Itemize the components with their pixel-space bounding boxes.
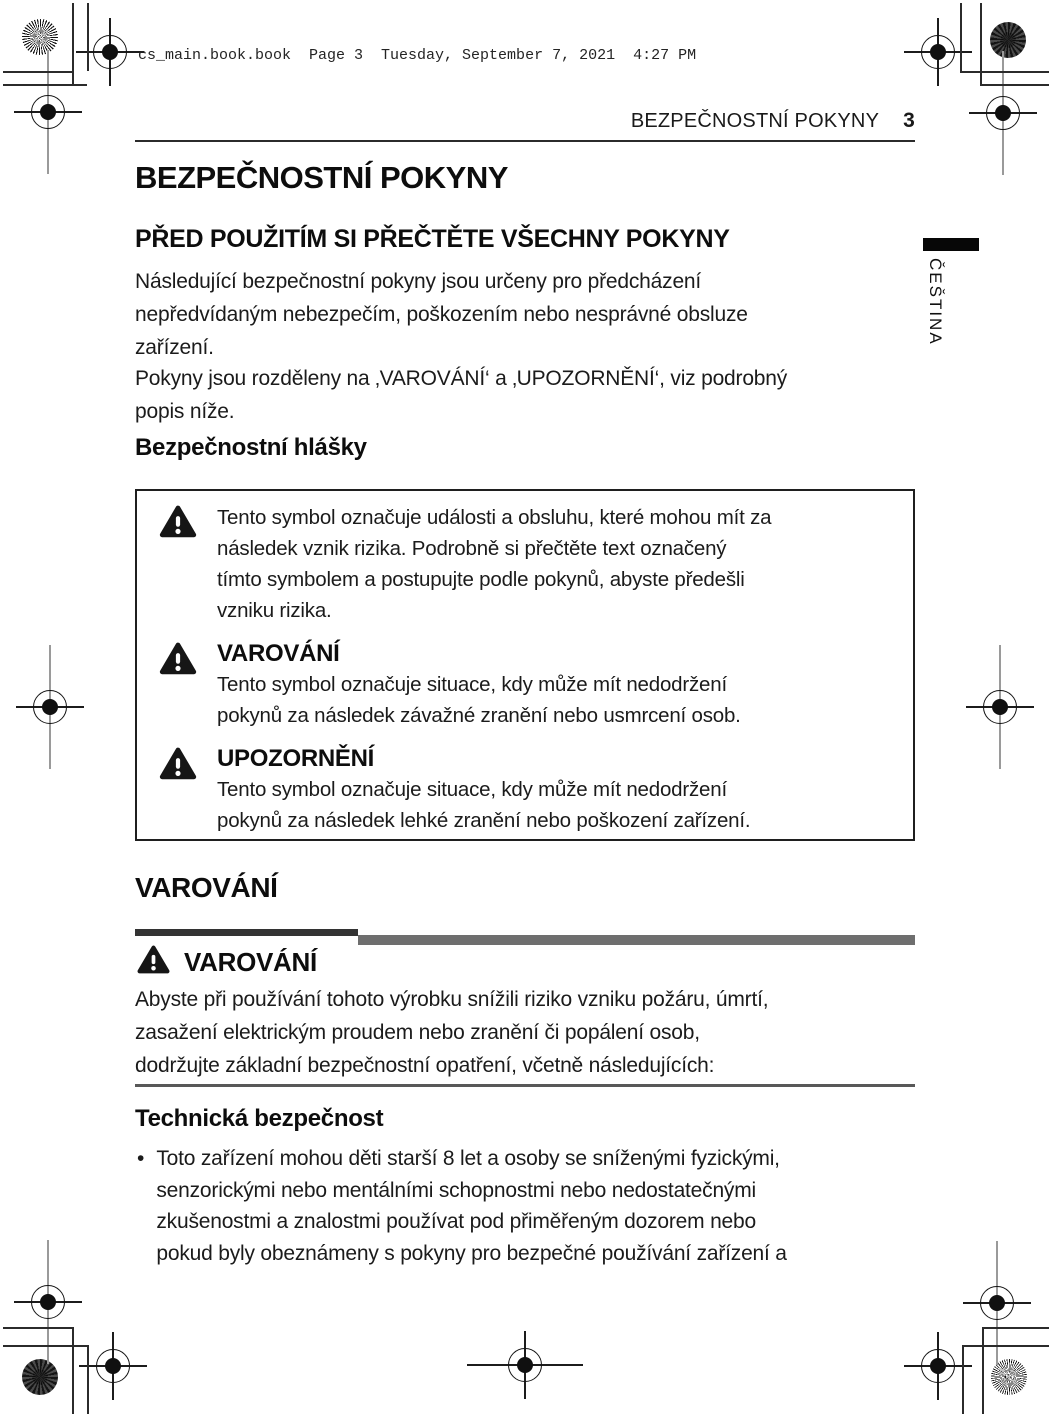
crop-mark-line — [960, 3, 962, 71]
crop-mark-line — [3, 1327, 72, 1329]
text-line: zkušenostmi a znalostmi používat pod přiměřeným dozorem nebo — [156, 1210, 756, 1233]
warning-triangle-icon — [159, 642, 197, 681]
section-title-read-all: PŘED POUŽITÍM SI PŘEČTĚTE VŠECHNY POKYNY — [135, 225, 730, 253]
crop-mark-line — [982, 1327, 1049, 1329]
text-line: popis níže. — [135, 400, 235, 423]
text-line: Tento symbol označuje situace, kdy může mít nedodržení — [217, 673, 727, 696]
warning-triangle-icon — [159, 747, 197, 786]
paragraph — [135, 362, 787, 428]
print-file-header: cs_main.book.book Page 3 Tuesday, September 7, 2021 4:27 PM — [138, 47, 697, 64]
text-line: Tento symbol označuje události a obsluhu, které mohou mít za — [217, 506, 772, 529]
text-line: tímto symbolem a postupujte podle pokynů, abyste předešli — [217, 568, 745, 591]
safety-message-item — [159, 744, 899, 836]
crop-mark-line — [982, 1327, 984, 1414]
heading-safety-messages: Bezpečnostní hlášky — [135, 434, 367, 461]
bullet-icon: • — [137, 1147, 145, 1170]
safety-message-text — [217, 502, 771, 626]
crop-mark-line — [3, 1345, 87, 1347]
crop-mark-line — [87, 3, 89, 71]
language-tab-label: ČEŠTINA — [926, 258, 945, 346]
text-line: pokud byly obeznámeny s pokyny pro bezpečné používání zařízení a — [156, 1241, 787, 1265]
text-line: pokynů za následek závažné zranění nebo usmrcení osob. — [217, 704, 741, 727]
safety-message-item — [159, 502, 899, 626]
safety-message-text — [217, 744, 750, 836]
text-line: Toto zařízení mohou děti starší 8 let a osoby se sníženými fyzickými, — [156, 1147, 780, 1170]
text-line: Následující bezpečnostní pokyny jsou určeny pro předcházení — [135, 270, 702, 293]
language-tab-bar — [923, 238, 979, 251]
text-line: vzniku rizika. — [217, 599, 332, 622]
text-line: Abyste při používání tohoto výrobku snížili riziko vzniku požáru, úmrtí, — [135, 988, 769, 1011]
text-line: Pokyny jsou rozděleny na ‚VAROVÁNÍ‘ a ‚UPOZORNĚNÍ‘, viz podrobný — [135, 367, 788, 390]
text-line: pokynů za následek lehké zranění nebo poškození zařízení. — [217, 809, 751, 832]
bullet-item — [137, 1143, 787, 1269]
calibration-wheel-mark — [990, 22, 1026, 58]
heading-technical-safety: Technická bezpečnost — [135, 1105, 384, 1132]
crop-mark-line — [960, 71, 1049, 73]
heading-warning-section: VAROVÁNÍ — [135, 872, 278, 903]
header-rule — [135, 140, 915, 142]
text-line: dodržujte základní bezpečnostní opatření, včetně následujících: — [135, 1054, 715, 1077]
safety-message-heading: UPOZORNĚNÍ — [217, 745, 375, 772]
paragraph — [135, 265, 748, 364]
crop-mark-line — [3, 84, 87, 86]
text-line: zasažení elektrickým proudem nebo zranění či popálení osob, — [135, 1021, 700, 1044]
text-line: následek vznik rizika. Podrobně si přečtěte text označený — [217, 537, 727, 560]
safety-message-item — [159, 639, 899, 731]
warning-triangle-icon — [159, 505, 197, 544]
text-line: Tento symbol označuje situace, kdy může mít nedodržení — [217, 778, 727, 801]
text-line: senzorickými nebo mentálními schopnostmi nebo nedostatečnými — [156, 1178, 756, 1202]
warning-banner — [137, 945, 317, 980]
crop-mark-line — [980, 84, 1049, 86]
text-line: zařízení. — [135, 336, 214, 359]
text-line: nepředvídaným nebezpečím, poškozením nebo nesprávné obsluze — [135, 303, 748, 326]
crop-mark-line — [87, 1345, 89, 1414]
bullet-item-text — [156, 1143, 786, 1269]
crop-mark-line — [3, 71, 72, 73]
paragraph — [135, 983, 768, 1082]
page-title: BEZPEČNOSTNÍ POKYNY — [135, 160, 508, 195]
safety-messages-box — [135, 489, 915, 841]
safety-message-heading: VAROVÁNÍ — [217, 640, 340, 667]
warning-banner-label: VAROVÁNÍ — [184, 947, 317, 977]
running-header — [135, 109, 915, 133]
warning-banner-gray-bar — [358, 935, 915, 945]
warning-banner-dark-bar — [135, 929, 358, 936]
crop-mark-line — [72, 3, 74, 84]
page-number: 3 — [903, 109, 915, 132]
crop-mark-line — [962, 1345, 1049, 1347]
safety-message-text — [217, 639, 741, 731]
section-divider-rule — [135, 1084, 915, 1087]
crop-mark-line — [72, 1327, 74, 1414]
calibration-wheel-mark — [22, 1359, 58, 1395]
calibration-wheel-mark — [22, 19, 58, 55]
warning-triangle-icon — [137, 945, 170, 980]
running-header-title: BEZPEČNOSTNÍ POKYNY — [630, 110, 880, 132]
crop-mark-line — [962, 1345, 964, 1414]
